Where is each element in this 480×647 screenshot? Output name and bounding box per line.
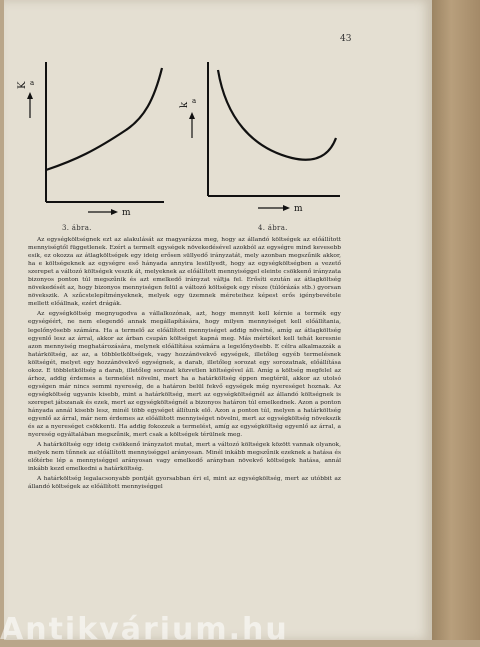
figure-4-graph xyxy=(179,58,342,218)
figure-4 xyxy=(179,58,342,218)
paragraph-2: Az egységköltség megnyugodva a vállalkozónak, azt, hogy mennyit kell kérnie a termék egy egységéért, ne nem elegendő annak megállapítására, hogy milyen mennyiséget kell előállítania, legelőnyösebb számára. Ha a termelő az előállított mennyiséget addig növelné, amíg az átlagköltség egyenlő lesz az árral, akkor az árban csupán költséget kapná meg. Más mértéket kell tehát keresnie azon mennyiség meghatározására, melynek előállítása számára a legelőnyösebb. E célra alkalmazzák a határköltség, az az, a többletköltségek, vagy hozzánövekvő egységek, illetőleg egyéb termelésnek költségét, melyet egy hozzánövekvő egységnek, a darab, illetőleg sorozat egy sorozatnak, előállítása okoz. E többletköltség a darab, illetőleg sorozat közvetlen költségével áll. Amíg a költség megfelel az árhoz, addig érdemes a termelést növelni, mert ha a határköltség éppen megtérül, akkor az utolsó egységen már nincs semmi nyereség, de a határon belül fekvő egységek még nyereséget hoznak. Az egységköltség ugyanis kisebb, mint a határköltség, mert az egységköltségnél az állandó költségnek is szerepet játszanak és ezek, mert az egységköltségnél a bizonyos határon túl emelkednek. Azon a ponton hányada annál kisebb lesz, minél több egységet állítunk elő. Azon a ponton túl, melyen a határköltség egyenlő az árral, már nem érdemes az előállított mennyiséget növelni, mert az egységköltség növekszik és az a nyereséget csökkenti. Ha addig fokozzuk a termelést, amíg az egységköltség egyenlő az árral, a nyereség egyáltalában megszűnik, mert csak a költségek térülnek meg. xyxy=(28,311,341,439)
paragraph-1: Az egységköltségnek ezt az alakulását az magyarázza meg, hogy az állandó költségek az előállított mennyiségtől függetlenek. Ezért a termelt egységek növekedésével azokból az egységre mind kevesebb esik, ez okozza az átlagköltségek egy ideig erősen süllyedő irányzatát, mely azonban megszűnik akkor, ha e költségeknek az egységre eső hányada annyira lesüllyedt, hogy az egységköltségben a vezető szerepet a változó költségek veszik át, melyeknek az előállított mennyiséggel eleinte csökkenő irányzata bizonyos ponton túl megszűnik és azt emelkedő irányzat váltja fel. Erősíti ezután az átlagköltség növekedését az, hogy bizonyos mennyiségen felül a változó költségek egy része (túlórázás stb.) gyorsan növekszik. A szűcstelepítményeknek, melyek egy üzemnek méreteihez képest erős igénybevétele mellett előállnak, ezért drágák. xyxy=(28,237,341,308)
watermark: Antikvárium.hu xyxy=(0,612,289,647)
figure-4-x-label: m xyxy=(294,204,303,214)
figure-3-cost-curve xyxy=(46,68,162,170)
body-text xyxy=(28,236,341,491)
figure-3-caption: 3. ábra. xyxy=(62,224,92,232)
figure-3-x-arrowhead xyxy=(111,209,118,215)
figure-3-x-label: m xyxy=(122,208,131,218)
book-page xyxy=(4,0,432,640)
figure-3-y-label: K xyxy=(17,81,28,89)
figure-3-y-sub: a xyxy=(30,79,35,87)
figure-4-caption: 4. ábra. xyxy=(258,224,288,232)
figure-4-y-label: k xyxy=(179,101,190,108)
page-edge xyxy=(432,0,480,640)
figure-4-y-sub: a xyxy=(192,97,197,105)
figure-4-cost-curve xyxy=(218,70,336,160)
paragraph-3: A határköltség egy ideig csökkenő irányzatot mutat, mert a változó költségek között vannak olyanok, melyek nem tűnnek az előállított mennyiséggel arányosan. Minél inkább megszűnik ezeknek a hatása és előtérbe lép a mennyiséggel arányosan vagy emelkedő arányban növekvő költségek hatása, annál inkább kezd emelkedni a határköltség. xyxy=(28,442,341,473)
figure-3-y-arrowhead xyxy=(27,92,33,99)
paragraph-4: A határköltség legalacsonyabb pontját gyorsabban éri el, mint az egységköltség, mert az utóbbit az állandó költségek az előállított mennyiséggel xyxy=(28,476,341,491)
figure-3 xyxy=(16,60,166,220)
page-number: 43 xyxy=(340,34,352,44)
figure-4-x-arrowhead xyxy=(283,205,290,211)
figure-3-graph xyxy=(16,60,166,220)
figure-4-y-arrowhead xyxy=(189,112,195,119)
